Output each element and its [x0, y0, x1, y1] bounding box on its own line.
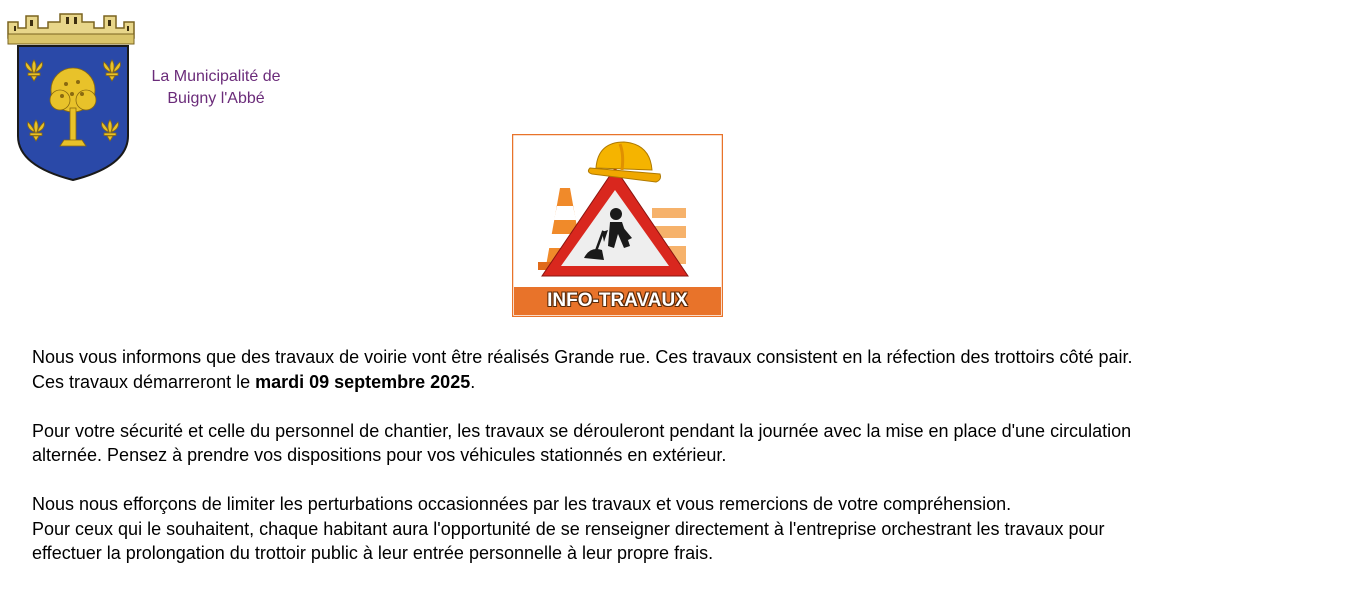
municipality-line-2: Buigny l'Abbé: [167, 90, 265, 107]
coat-of-arms: [2, 8, 140, 183]
sign-label: INFO-TRAVAUX: [547, 290, 688, 311]
text-line: Nous nous efforçons de limiter les perturbations occasionnées par les travaux et vous remercions de votre compréhension.: [32, 494, 1012, 514]
municipality-name: [128, 66, 304, 110]
paragraph-safety: [32, 419, 1342, 468]
text-line: alternée. Pensez à prendre vos dispositions pour vos véhicules stationnés en extérieur.: [32, 445, 727, 465]
notice-body: [32, 345, 1342, 566]
text-line: effectuer la prolongation du trottoir public à leur entrée personnelle à leur propre frais.: [32, 543, 714, 563]
municipality-line-1: La Municipalité de: [151, 68, 281, 85]
text-line: [32, 372, 475, 392]
start-date-suffix: .: [470, 371, 476, 392]
info-travaux-sign: [512, 134, 723, 317]
paragraph-disruption: [32, 492, 1342, 566]
text-line: Pour votre sécurité et celle du personnel de chantier, les travaux se dérouleront pendant la journée avec la mise en place d'une circulation: [32, 420, 1132, 441]
text-line: Pour ceux qui le souhaitent, chaque habitant aura l'opportunité de se renseigner directement à l'entreprise orchestrant les travaux pour: [32, 518, 1105, 539]
text-line: Nous vous informons que des travaux de voirie vont être réalisés Grande rue. Ces travaux consistent en la réfection des trottoirs côté pair.: [32, 347, 1133, 367]
paragraph-works-announcement: [32, 345, 1342, 394]
coat-of-arms-icon: [2, 8, 140, 183]
start-date-prefix: Ces travaux démarreront le: [32, 371, 256, 392]
start-date: mardi 09 septembre 2025: [255, 371, 471, 392]
